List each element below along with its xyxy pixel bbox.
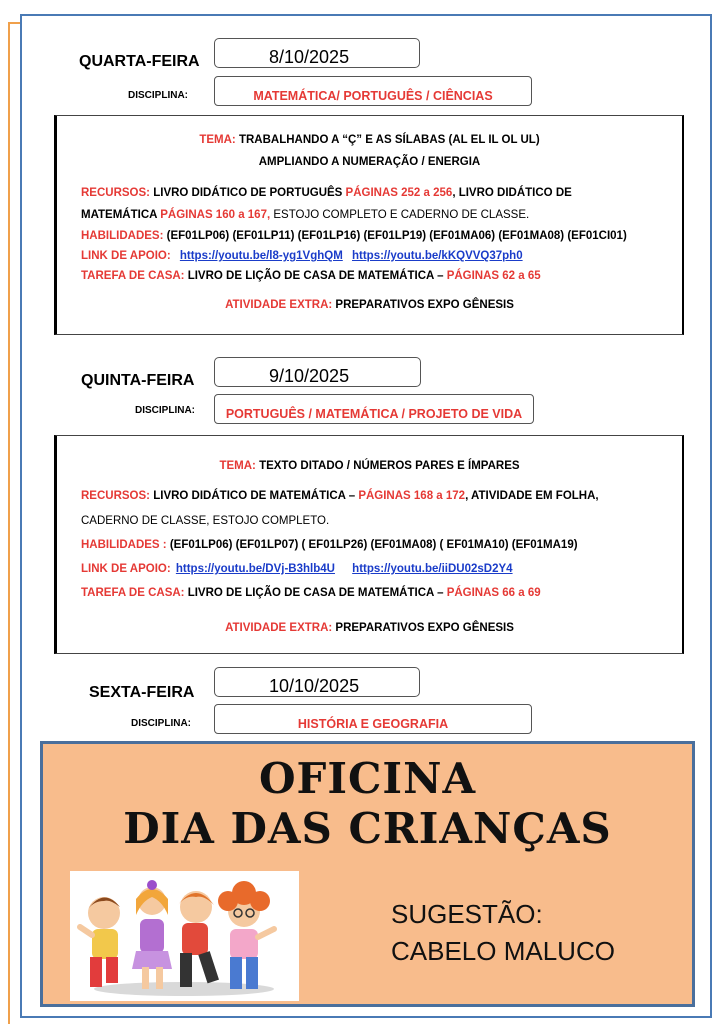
discipline-field-wednesday: MATEMÁTICA/ PORTUGUÊS / CIÊNCIAS [214,76,532,106]
tarefa-label: TAREFA DE CASA: [81,587,185,599]
recursos-line-2 [81,209,529,221]
recursos-text-a: LIVRO DIDÁTICO DE PORTUGUÊS [153,187,343,199]
tema-label: TEMA: [219,460,256,472]
children-illustration-icon [70,871,299,1001]
lesson-panel-wednesday [54,115,684,335]
extra-line [57,299,682,311]
support-link-1[interactable]: https://youtu.be/l8-yg1VghQM [179,250,343,262]
habilidades-label: HABILIDADES: [81,230,164,242]
support-link-1[interactable]: https://youtu.be/DVj-B3hlb4U [175,563,335,575]
recursos-text-f: ESTOJO COMPLETO E CADERNO DE CLASSE. [273,209,530,221]
recursos-pages-b: PÁGINAS 160 a 167, [160,209,271,221]
oficina-title-line-1: OFICINA [258,754,477,803]
link-label: LINK DE APOIO: [81,563,171,575]
link-label: LINK DE APOIO: [81,250,171,262]
sugestao-text: CABELO MALUCO [391,936,615,966]
tema-line-1 [57,134,682,146]
recursos-text-a: LIVRO DIDÁTICO DE MATEMÁTICA – [153,490,356,502]
habilidades-line [81,539,578,551]
tema-line-2: AMPLIANDO A NUMERAÇÃO / ENERGIA [258,156,481,168]
discipline-label-thursday: DISCIPLINA: [135,405,195,416]
habilidades-label: HABILIDADES : [81,539,167,551]
link-line [81,250,523,262]
recursos-label: RECURSOS: [81,187,151,199]
extra-text: PREPARATIVOS EXPO GÊNESIS [335,622,514,634]
link-line [81,563,513,575]
tarefa-label: TAREFA DE CASA: [81,270,185,282]
habilidades-text: (EF01LP06) (EF01LP11) (EF01LP16) (EF01LP19) (EF01MA06) (EF01MA08) (EF01CI01) [166,230,627,242]
recursos-pages-a: PÁGINAS 252 a 256 [345,187,453,199]
sugestao-label: SUGESTÃO: [391,899,543,929]
support-link-2[interactable]: https://youtu.be/kKQVVQ37ph0 [352,250,523,262]
tema-line-1 [57,460,682,472]
tarefa-text: LIVRO DE LIÇÃO DE CASA DE MATEMÁTICA – [187,270,444,282]
discipline-label-friday: DISCIPLINA: [131,718,191,729]
recursos-text-d: MATEMÁTICA [81,209,158,221]
extra-label: ATIVIDADE EXTRA: [225,622,333,634]
tema-label: TEMA: [199,134,236,146]
recursos-line-1 [81,490,599,502]
date-field-friday: 10/10/2025 [214,667,420,697]
tema-text: TEXTO DITADO / NÚMEROS PARES E ÍMPARES [259,460,520,472]
tema-text: TRABALHANDO A “Ç” E AS SÍLABAS (AL EL IL OL UL) [238,134,540,146]
support-link-2[interactable]: https://youtu.be/iiDU02sD2Y4 [352,563,513,575]
children-drawing [70,871,299,1001]
habilidades-text: (EF01LP06) (EF01LP07) ( EF01LP26) (EF01MA08) ( EF01MA10) (EF01MA19) [169,539,578,551]
recursos-text-e: , [206,515,210,527]
recursos-line-2 [81,515,329,527]
oficina-title-line-2: DIA DAS CRIANÇAS [123,804,612,853]
day-title-wednesday: QUARTA-FEIRA [79,53,200,70]
recursos-text-f: ESTOJO COMPLETO. [212,515,330,527]
recursos-pages-a: PÁGINAS 168 a 172 [358,490,466,502]
discipline-field-friday: HISTÓRIA E GEOGRAFIA [214,704,532,734]
date-field-wednesday: 8/10/2025 [214,38,420,68]
tarefa-pages: PÁGINAS 62 a 65 [446,270,541,282]
habilidades-line [81,230,627,242]
date-field-thursday: 9/10/2025 [214,357,421,387]
tarefa-line [81,270,541,282]
tarefa-text: LIVRO DE LIÇÃO DE CASA DE MATEMÁTICA – [187,587,444,599]
extra-label: ATIVIDADE EXTRA: [225,299,333,311]
discipline-field-thursday: PORTUGUÊS / MATEMÁTICA / PROJETO DE VIDA [214,394,534,424]
recursos-line-1 [81,187,572,199]
lesson-panel-thursday [54,435,684,654]
extra-text: PREPARATIVOS EXPO GÊNESIS [335,299,514,311]
oficina-banner [40,741,695,1007]
recursos-text-c: , LIVRO DIDÁTICO DE [452,187,572,199]
tarefa-pages: PÁGINAS 66 a 69 [446,587,541,599]
day-title-thursday: QUINTA-FEIRA [81,372,195,389]
recursos-label: RECURSOS: [81,490,151,502]
tarefa-line [81,587,541,599]
recursos-text-c: , ATIVIDADE EM FOLHA, [465,490,599,502]
orange-frame-line [8,22,10,1024]
extra-line [57,622,682,634]
discipline-label-wednesday: DISCIPLINA: [128,90,188,101]
day-title-friday: SEXTA-FEIRA [89,684,195,701]
recursos-text-d: CADERNO DE CLASSE [81,515,207,527]
